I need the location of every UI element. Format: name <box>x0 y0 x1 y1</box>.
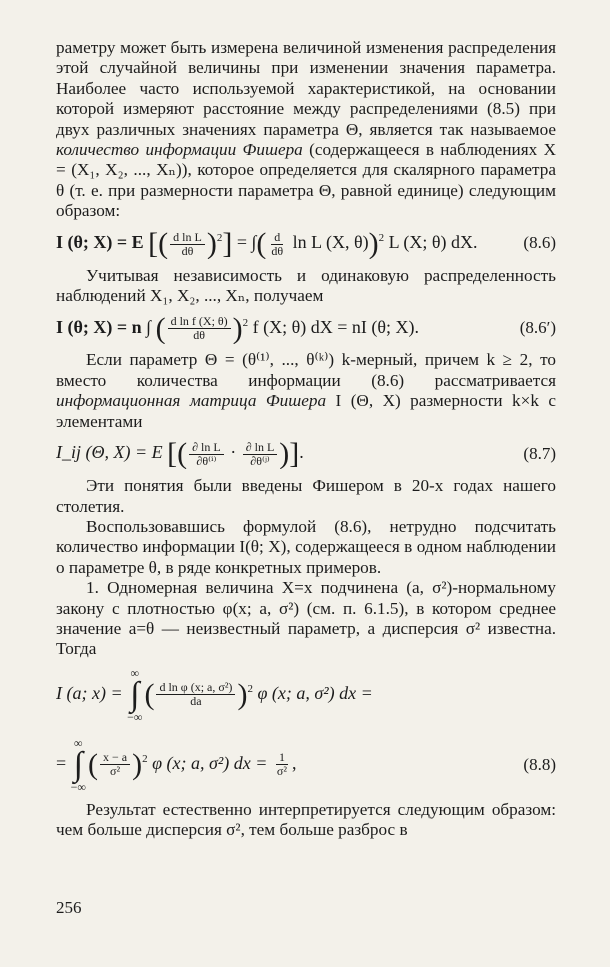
fraction-numerator: ∂ ln L <box>189 441 224 455</box>
equation-number: (8.7) <box>523 443 556 463</box>
fraction-numerator: d ln L <box>170 231 205 245</box>
integral-lower-limit: −∞ <box>70 779 86 793</box>
formula-lhs: I (a; x) = <box>56 682 123 703</box>
integral-upper-limit: ∞ <box>74 736 83 750</box>
formula-lhs: I_ij (Θ, X) = E <box>56 442 163 463</box>
fraction-denominator: dθ <box>193 328 205 343</box>
integral-lower-limit: −∞ <box>127 709 143 723</box>
emphasis-term: информационная матрица Фишера <box>56 391 327 411</box>
fraction-denominator: σ² <box>276 764 287 779</box>
paragraph <box>56 800 556 841</box>
fraction-numerator: d ln φ (x; a, σ²) <box>156 681 235 695</box>
paragraph <box>56 476 556 517</box>
fraction-numerator: x − a <box>100 751 130 765</box>
formula-part: L (X; θ) dX. <box>388 232 478 253</box>
fraction-denominator: ∂θ⁽ⁱ⁾ <box>196 453 217 468</box>
paragraph-text: Эти понятия были введены Фишером в 20-х годах нашего столетия. <box>56 476 556 516</box>
paragraph <box>56 578 556 660</box>
formula-part: , <box>292 752 297 773</box>
formula-lhs: I (θ; X) = n ∫ <box>56 317 152 338</box>
formula-part: = ∫ <box>236 232 257 253</box>
paragraph-text: Если параметр Θ = (θ⁽¹⁾, ..., θ⁽ᵏ⁾) k-мерный, причем k ≥ 2, то вместо количества информации (8.6) рассматривается <box>56 350 556 390</box>
formula-8-8-line1: I (a; x) = ∞ ∫ −∞ ( $\frac{\text{d ln φ (x; a, σ²)}}{da}$ )$^2$ φ (x; a, σ²) dx = <box>56 666 373 723</box>
fraction-denominator: dθ <box>181 243 194 258</box>
paragraph <box>56 350 556 432</box>
paragraph <box>56 517 556 578</box>
paragraph-text: (содержащееся в наблюдениях X = (X₁, X₂, ..., Xₙ)), которое определяется для скалярного параметра θ (т. е. при размерности параметра Θ, равной единице) следующим образом: <box>56 140 557 221</box>
page-number: 256 <box>56 898 82 917</box>
fraction-denominator: dθ <box>271 243 284 258</box>
text-block <box>56 38 556 841</box>
formula-part: φ (x; a, σ²) dx = <box>152 752 268 773</box>
paragraph-text: I (Θ, X) размерности k×k с элементами <box>56 391 556 431</box>
equation-number: (8.6) <box>523 233 556 253</box>
formula-part: · <box>230 442 237 463</box>
formula-part: . <box>299 442 304 463</box>
fraction-denominator: ∂θ⁽ʲ⁾ <box>250 453 270 468</box>
equation-number: (8.8) <box>523 754 556 774</box>
formula-lhs: I (θ; X) = E <box>56 232 144 253</box>
formula-8-8-line2: = ∞ ∫ −∞ ( $\frac{x - a}{\text{σ²}}$ )$^2$ φ (x; a, σ²) dx = $\frac{1}{\text{σ²}}$ , (8.8) <box>56 736 556 793</box>
paragraph <box>56 266 556 307</box>
integral-sign: ∞ ∫ −∞ <box>127 666 143 723</box>
formula-part: f (X; θ) dX = nI (θ; X). <box>252 317 420 338</box>
fraction-denominator: da <box>190 694 202 709</box>
fraction-numerator: d <box>271 231 283 245</box>
formula-8-6-prime: I (θ; X) = n ∫ ( $\frac{\text{d ln f (X; θ)}}{d\theta}$ )$^2$ f (X; θ) dX = nI (θ; X). (8.6′) <box>56 313 556 344</box>
fraction-numerator: d ln f (X; θ) <box>168 315 231 329</box>
integral-upper-limit: ∞ <box>130 666 140 680</box>
integral-sign: ∞ ∫ −∞ <box>70 736 86 793</box>
emphasis-term: количество информации Фишера <box>56 140 303 160</box>
fraction-numerator: ∂ ln L <box>243 441 278 455</box>
formula-part: ln L (X, θ) <box>292 232 369 253</box>
formula-8-6: I (θ; X) = E [( $\frac{\text{d ln L}}{d\theta}$ )$^2$] = ∫( $\frac{d}{d\theta}$ ln L (X, θ))$^2$ L (X; θ) dX. (8.6) <box>56 228 556 260</box>
paragraph <box>56 38 556 222</box>
equation-number: (8.6′) <box>519 318 556 338</box>
paragraph-text: Результат естественно интерпретируется следующим образом: чем больше дисперсия σ², тем больше разброс в <box>56 799 556 840</box>
fraction-numerator: 1 <box>276 751 288 765</box>
fraction-denominator: σ² <box>109 764 121 779</box>
paragraph-text: Воспользовавшись формулой (8.6), нетрудно подсчитать количество информации I(θ; X), содержащееся в одном наблюдении о параметре θ, в ряде конкретных примеров. <box>56 516 556 577</box>
formula-8-7: I_ij (Θ, X) = E [( $\frac{\text{∂ ln L}}{\text{∂θ⁽ⁱ⁾}}$ · $\frac{\text{∂ ln L}}{\text{∂θ⁽ʲ⁾}}$ )]. (8.7) <box>56 439 556 470</box>
formula-part: = <box>56 752 67 773</box>
formula-part: φ (x; a, σ²) dx = <box>257 682 373 703</box>
paragraph-text: Учитывая независимость и одинаковую распределенность наблюдений X₁, X₂, ..., Xₙ, получаем <box>56 265 556 306</box>
paragraph-text: раметру может быть измерена величиной изменения распределения этой случайной величины при изменении значения параметра. Наиболее часто используемой характеристикой, на основании которой измеряют расстояние между распределениями (8.5) при двух различных значениях параметра Θ, является так называемое <box>56 38 556 139</box>
paragraph-text: 1. Одномерная величина X=x подчинена (a, σ²)-нормальному закону с плотностью φ(x; a, σ²) (см. п. 6.1.5), в котором среднее значение a=θ — неизвестный параметр, а дисперсия σ² известна. Тогда <box>56 578 556 659</box>
